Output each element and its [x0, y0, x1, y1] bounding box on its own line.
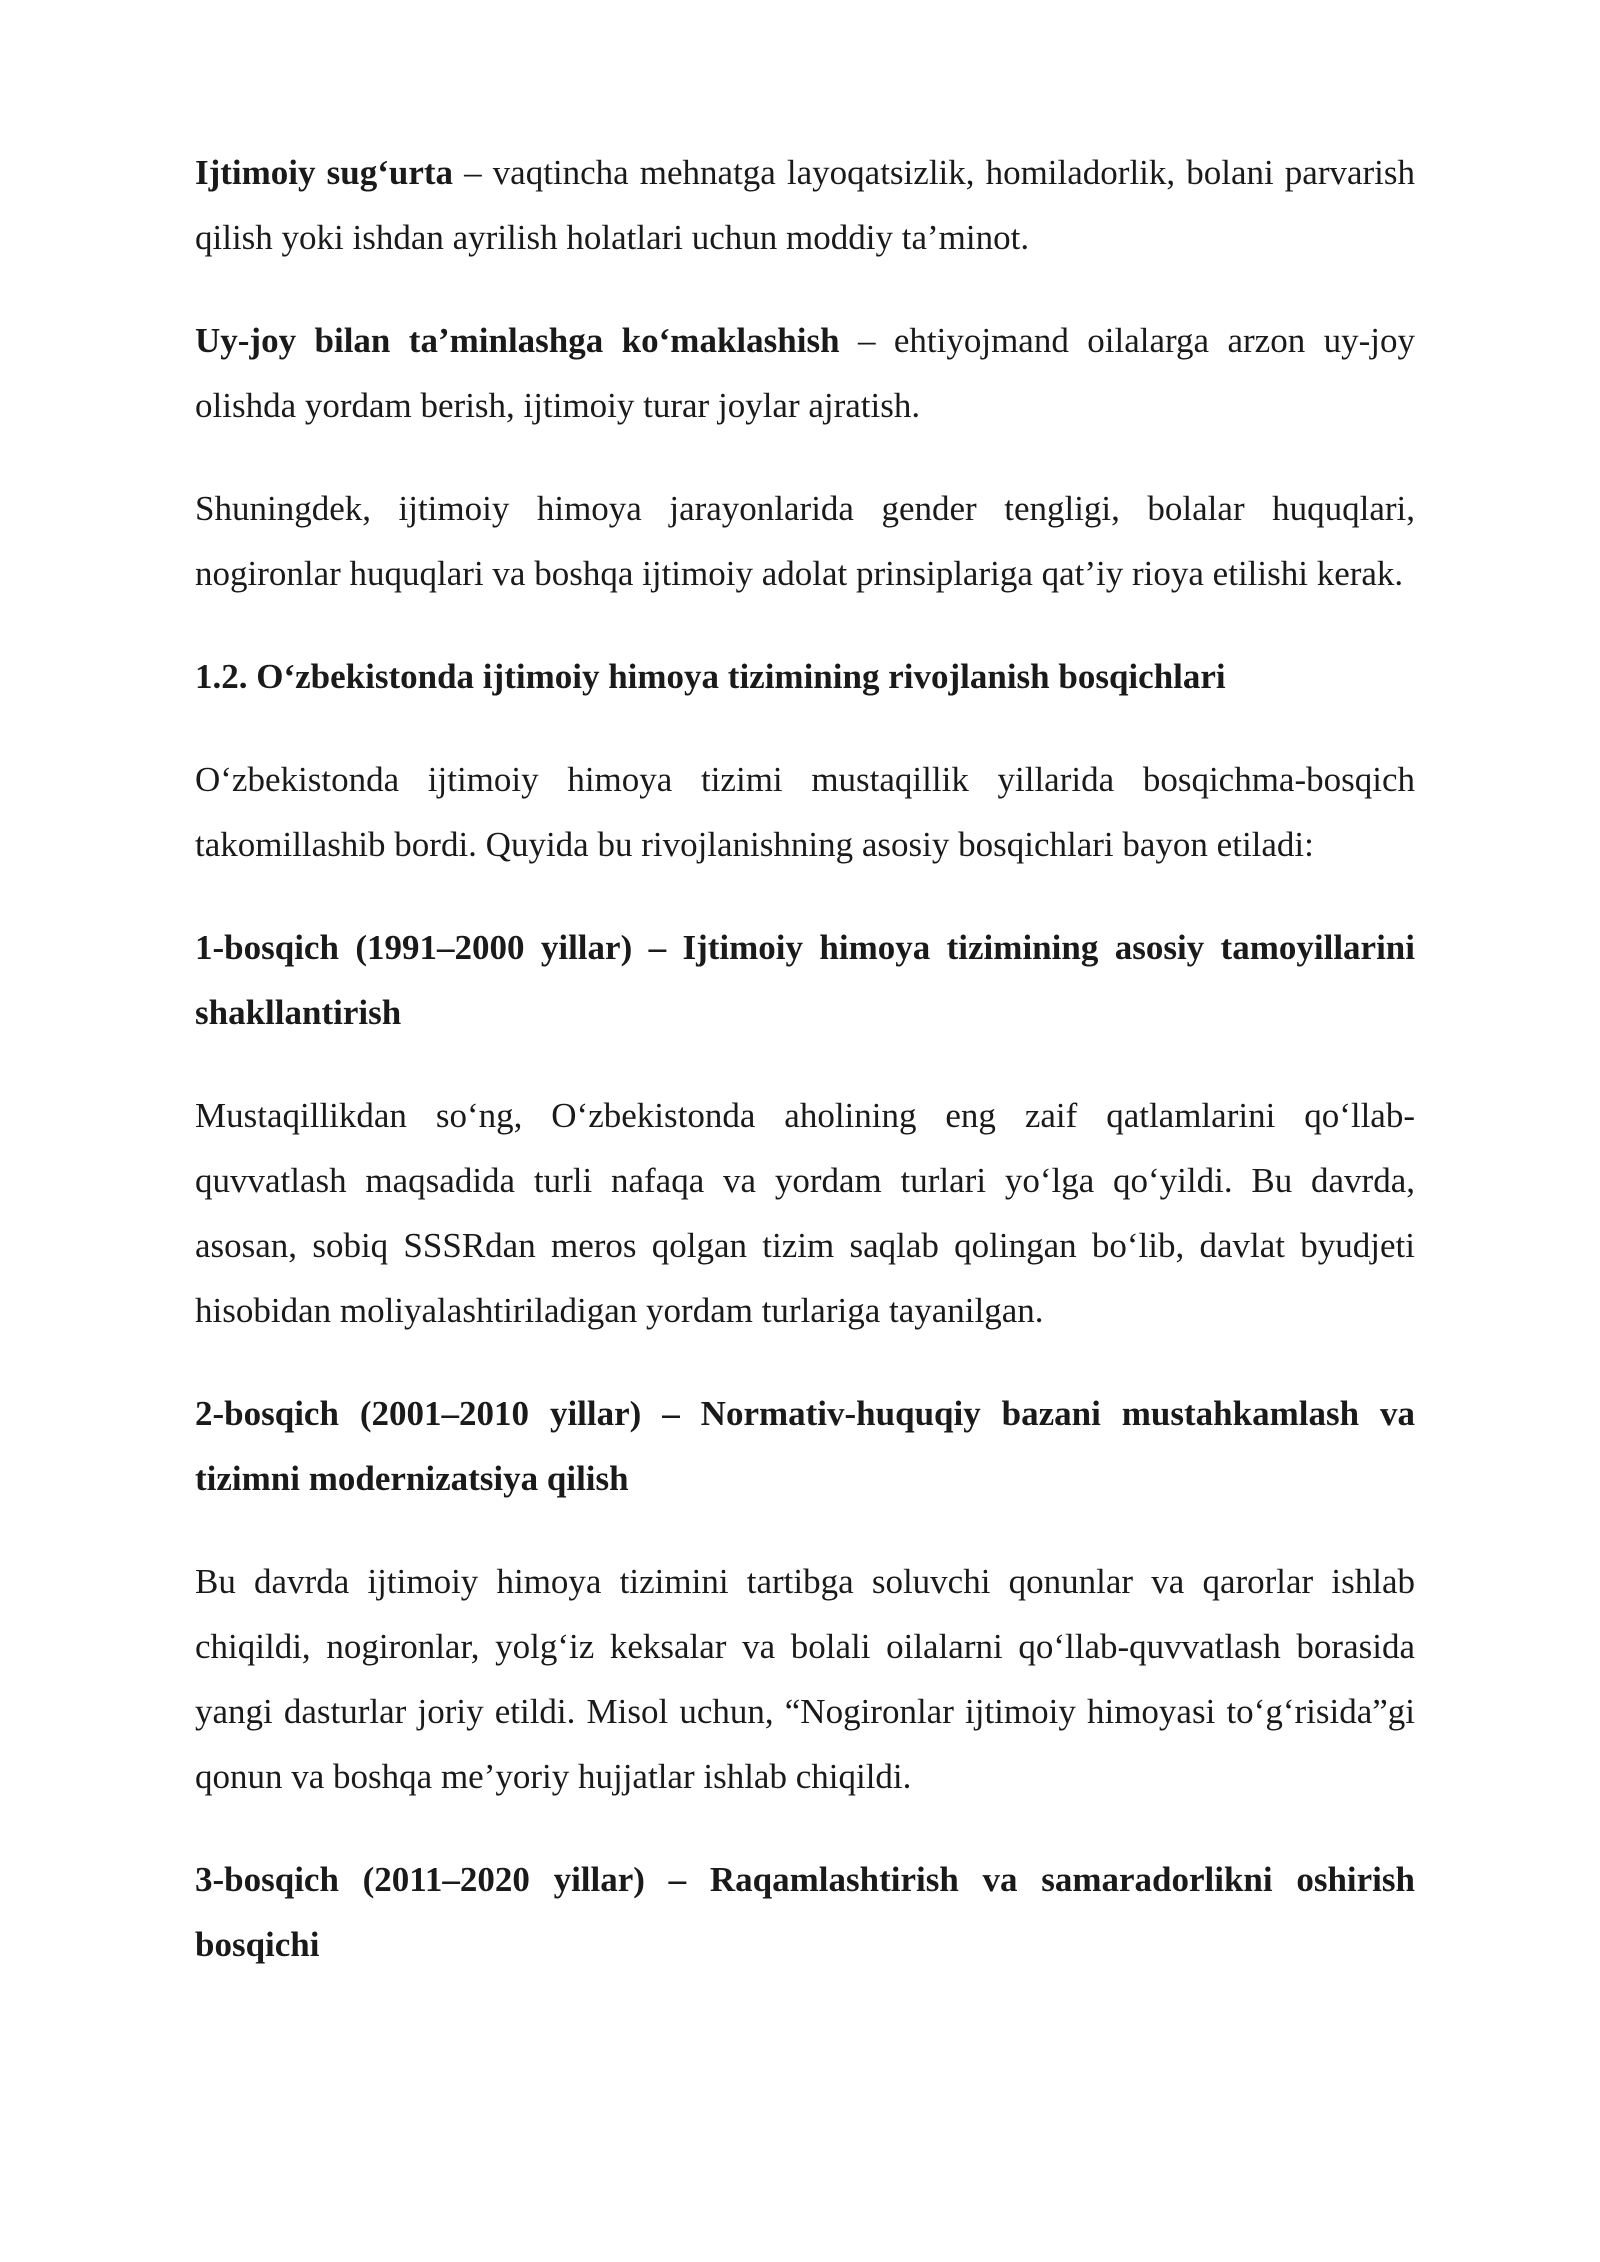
paragraph-social-justice: Shuningdek, ijtimoiy himoya jarayonlarida gender tengligi, bolalar huquqlari, nogironlar huquqlari va boshqa ijtimoiy adolat prinsiplariga qat’iy rioya etilishi kerak.: [195, 489, 1415, 593]
stage-heading-2: 2-bosqich (2001–2010 yillar) – Normativ-huquqiy bazani mustahkamlash va tizimni modernizatsiya qilish: [195, 1394, 1415, 1498]
paragraph-stage-1: Mustaqillikdan so‘ng, O‘zbekistonda aholining eng zaif qatlamlarini qo‘llab-quvvatlash maqsadida turli nafaqa va yordam turlari yo‘lga qo‘yildi. Bu davrda, asosan, sobiq SSSRdan meros qolgan tizim saqlab qolingan bo‘lib, davlat byudjeti hisobidan moliyalashtiriladigan yordam turlariga tayanilgan.: [195, 1096, 1415, 1330]
section-heading-1-2: 1.2. O‘zbekistonda ijtimoiy himoya tizimining rivojlanish bosqichlari: [195, 657, 1226, 696]
term-label: Ijtimoiy sug‘urta: [195, 153, 454, 192]
paragraph-intro-stages: O‘zbekistonda ijtimoiy himoya tizimi mustaqillik yillarida bosqichma-bosqich takomillashib bordi. Quyida bu rivojlanishning asosiy bosqichlari bayon etiladi:: [195, 760, 1415, 864]
paragraph-stage-2: Bu davrda ijtimoiy himoya tizimini tartibga soluvchi qonunlar va qarorlar ishlab chiqildi, nogironlar, yolg‘iz keksalar va bolali oilalarni qo‘llab-quvvatlash borasida yangi dasturlar joriy etildi. Misol uchun, “Nogironlar ijtimoiy himoyasi to‘g‘risida”gi qonun va boshqa me’yoriy hujjatlar ishlab chiqildi.: [195, 1562, 1415, 1796]
term-label: Uy-joy bilan ta’minlashga ko‘maklashish: [195, 321, 840, 360]
stage-heading-1: 1-bosqich (1991–2000 yillar) – Ijtimoiy himoya tizimining asosiy tamoyillarini shakllantirish: [195, 928, 1415, 1032]
definition-social-insurance: [195, 140, 1415, 270]
definition-text: – ehtiyojmand oilalarga arzon uy-joy olishda yordam berish, ijtimoiy turar joylar ajratish.: [195, 321, 1415, 425]
definition-text: – vaqtincha mehnatga layoqatsizlik, homiladorlik, bolani parvarish qilish yoki ishdan ayrilish holatlari uchun moddiy ta’minot.: [195, 153, 1416, 257]
definition-housing-assistance: [195, 308, 1415, 438]
document-page: [195, 140, 1415, 2015]
stage-heading-3: 3-bosqich (2011–2020 yillar) – Raqamlashtirish va samaradorlikni oshirish bosqichi: [195, 1860, 1415, 1964]
